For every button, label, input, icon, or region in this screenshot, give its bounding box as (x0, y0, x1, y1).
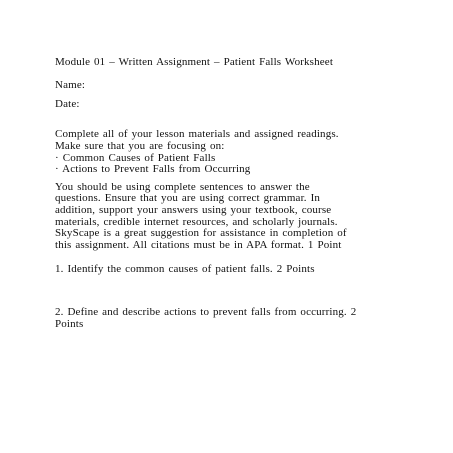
guidelines-line: questions. Ensure that you are using correct grammar. In (55, 192, 321, 204)
question-1: 1. Identify the common causes of patient falls. 2 Points (55, 263, 315, 275)
guidelines-line: You should be using complete sentences to answer the (55, 181, 310, 193)
guidelines-line: materials, credible internet resources, and scholarly journals. (55, 216, 338, 228)
question-2: 2. Define and describe actions to prevent falls from occurring. 2 (55, 306, 357, 318)
instructions-line: Make sure that you are focusing on: (55, 140, 225, 152)
guidelines-line: this assignment. All citations must be in APA format. 1 Point (55, 239, 342, 251)
guidelines-line: addition, support your answers using your textbook, course (55, 204, 332, 216)
name-label: Name: (55, 79, 86, 91)
instructions-line: Complete all of your lesson materials and assigned readings. (55, 128, 339, 140)
focus-item: · Common Causes of Patient Falls (55, 152, 216, 164)
guidelines-line: SkyScape is a great suggestion for assistance in completion of (55, 227, 347, 239)
focus-item: · Actions to Prevent Falls from Occurring (55, 163, 251, 175)
question-2-continued: Points (55, 318, 84, 330)
date-label: Date: (55, 98, 80, 110)
document-title: Module 01 – Written Assignment – Patient Falls Worksheet (55, 56, 334, 68)
